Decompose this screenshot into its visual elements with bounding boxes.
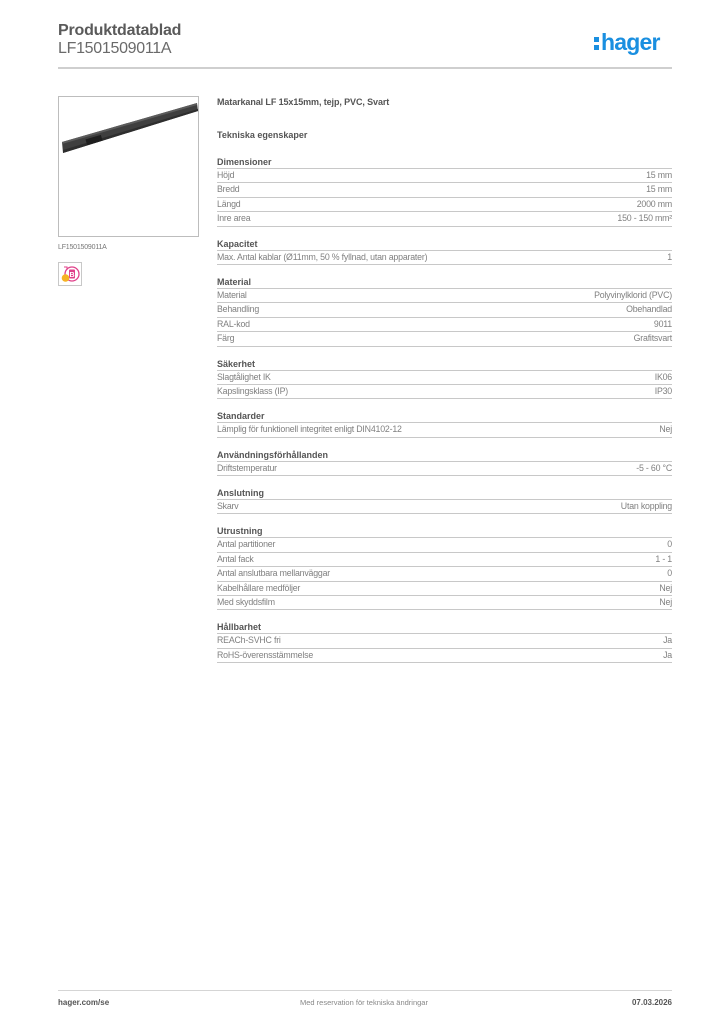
spec-label: RAL-kod [217,318,250,329]
footer-divider [58,990,672,991]
spec-group-title: Anslutning [217,487,672,500]
header-divider [58,67,672,69]
spec-label: Max. Antal kablar (Ø11mm, 50 % fyllnad, utan apparater) [217,251,428,262]
spec-value: 15 mm [646,184,672,195]
image-caption: LF1501509011A [58,244,107,251]
spec-row [217,582,672,596]
spec-group [217,525,672,610]
spec-label: Slagtålighet IK [217,371,271,382]
spec-value: -5 - 60 °C [636,462,672,473]
spec-row [217,567,672,581]
spec-group [217,276,672,347]
spec-row [217,303,672,317]
spec-group-title: Hållbarhet [217,621,672,634]
logo-text: hager [601,29,660,55]
spec-label: Driftstemperatur [217,462,277,473]
recycling-badge [58,262,82,286]
logo-colon-icon [594,35,600,52]
document-header [58,22,672,58]
spec-value: 150 - 150 mm² [617,213,672,224]
spec-row [217,251,672,265]
spec-label: Längd [217,198,241,209]
spec-label: Material [217,289,247,300]
spec-label: Inre area [217,213,251,224]
spec-label: Färg [217,333,235,344]
spec-group [217,156,672,227]
spec-label: Kabelhållare medföljer [217,582,301,593]
spec-label: Antal fack [217,553,254,564]
spec-label: Skarv [217,501,239,512]
spec-row [217,553,672,567]
spec-value: Utan koppling [620,501,672,512]
spec-group [217,358,672,400]
spec-group [217,487,672,514]
cable-trunking-image-icon [59,97,199,237]
spec-value: Polyvinylklorid (PVC) [594,289,672,300]
spec-row [217,596,672,610]
spec-label: Höjd [217,170,235,180]
spec-value: 15 mm [646,170,672,180]
spec-group-title: Material [217,276,672,289]
svg-text:B: B [69,272,75,279]
footer-website-link[interactable]: hager.com/se [58,998,110,1007]
product-image [58,96,199,237]
spec-row [217,318,672,332]
spec-group [217,449,672,476]
spec-value: 1 [667,251,672,262]
spec-row [217,423,672,437]
footer-disclaimer: Med reservation för tekniska ändringar [300,998,428,1007]
spec-row [217,371,672,385]
spec-row [217,169,672,183]
spec-row [217,332,672,346]
spec-group-title: Kapacitet [217,238,672,251]
spec-group [217,621,672,663]
spec-group-title: Utrustning [217,525,672,538]
spec-value: Nej [659,597,672,608]
spec-value: IK06 [654,371,672,382]
recycling-badge-icon [59,263,81,285]
article-number: LF1501509011A [58,40,172,57]
spec-row [217,385,672,399]
section-heading: Tekniska egenskaper [217,130,308,140]
spec-value: 9011 [653,318,672,329]
technical-specs [217,96,672,663]
spec-label: Kapslingsklass (IP) [217,385,288,396]
spec-value: Ja [663,635,672,646]
hager-logo [594,28,660,56]
spec-group-title: Standarder [217,410,672,423]
spec-row [217,462,672,476]
spec-value: IP30 [654,385,672,396]
spec-row [217,212,672,226]
spec-value: 0 [667,539,672,550]
spec-row [217,183,672,197]
spec-label: RoHS-överensstämmelse [217,649,314,660]
spec-value: 2000 mm [636,198,672,209]
spec-label: Bredd [217,184,240,195]
spec-group-title: Säkerhet [217,358,672,371]
spec-group [217,410,672,437]
spec-value: Nej [659,424,672,435]
spec-label: Lämplig för funktionell integritet enligt DIN4102-12 [217,424,402,435]
spec-row [217,634,672,648]
spec-row [217,198,672,212]
spec-value: Grafitsvart [633,333,672,344]
spec-value: Ja [663,649,672,660]
spec-group [217,238,672,265]
spec-label: Med skyddsfilm [217,597,275,608]
spec-label: Antal partitioner [217,539,276,550]
footer-date: 07.03.2026 [631,998,672,1007]
spec-groups [217,156,672,663]
spec-row [217,649,672,663]
spec-label: Behandling [217,304,260,315]
product-name: Matarkanal LF 15x15mm, tejp, PVC, Svart [217,97,390,107]
spec-value: Nej [659,582,672,593]
spec-label: REACh-SVHC fri [217,635,281,646]
spec-value: 1 - 1 [655,553,672,564]
spec-value: Obehandlad [626,304,672,315]
spec-group-title: Dimensioner [217,156,672,169]
spec-value: 0 [667,568,672,579]
spec-row [217,289,672,303]
spec-label: Antal anslutbara mellanväggar [217,568,331,579]
spec-group-title: Användningsförhållanden [217,449,672,462]
spec-row [217,538,672,552]
page-title: Produktdatablad [58,22,182,39]
spec-row [217,500,672,514]
